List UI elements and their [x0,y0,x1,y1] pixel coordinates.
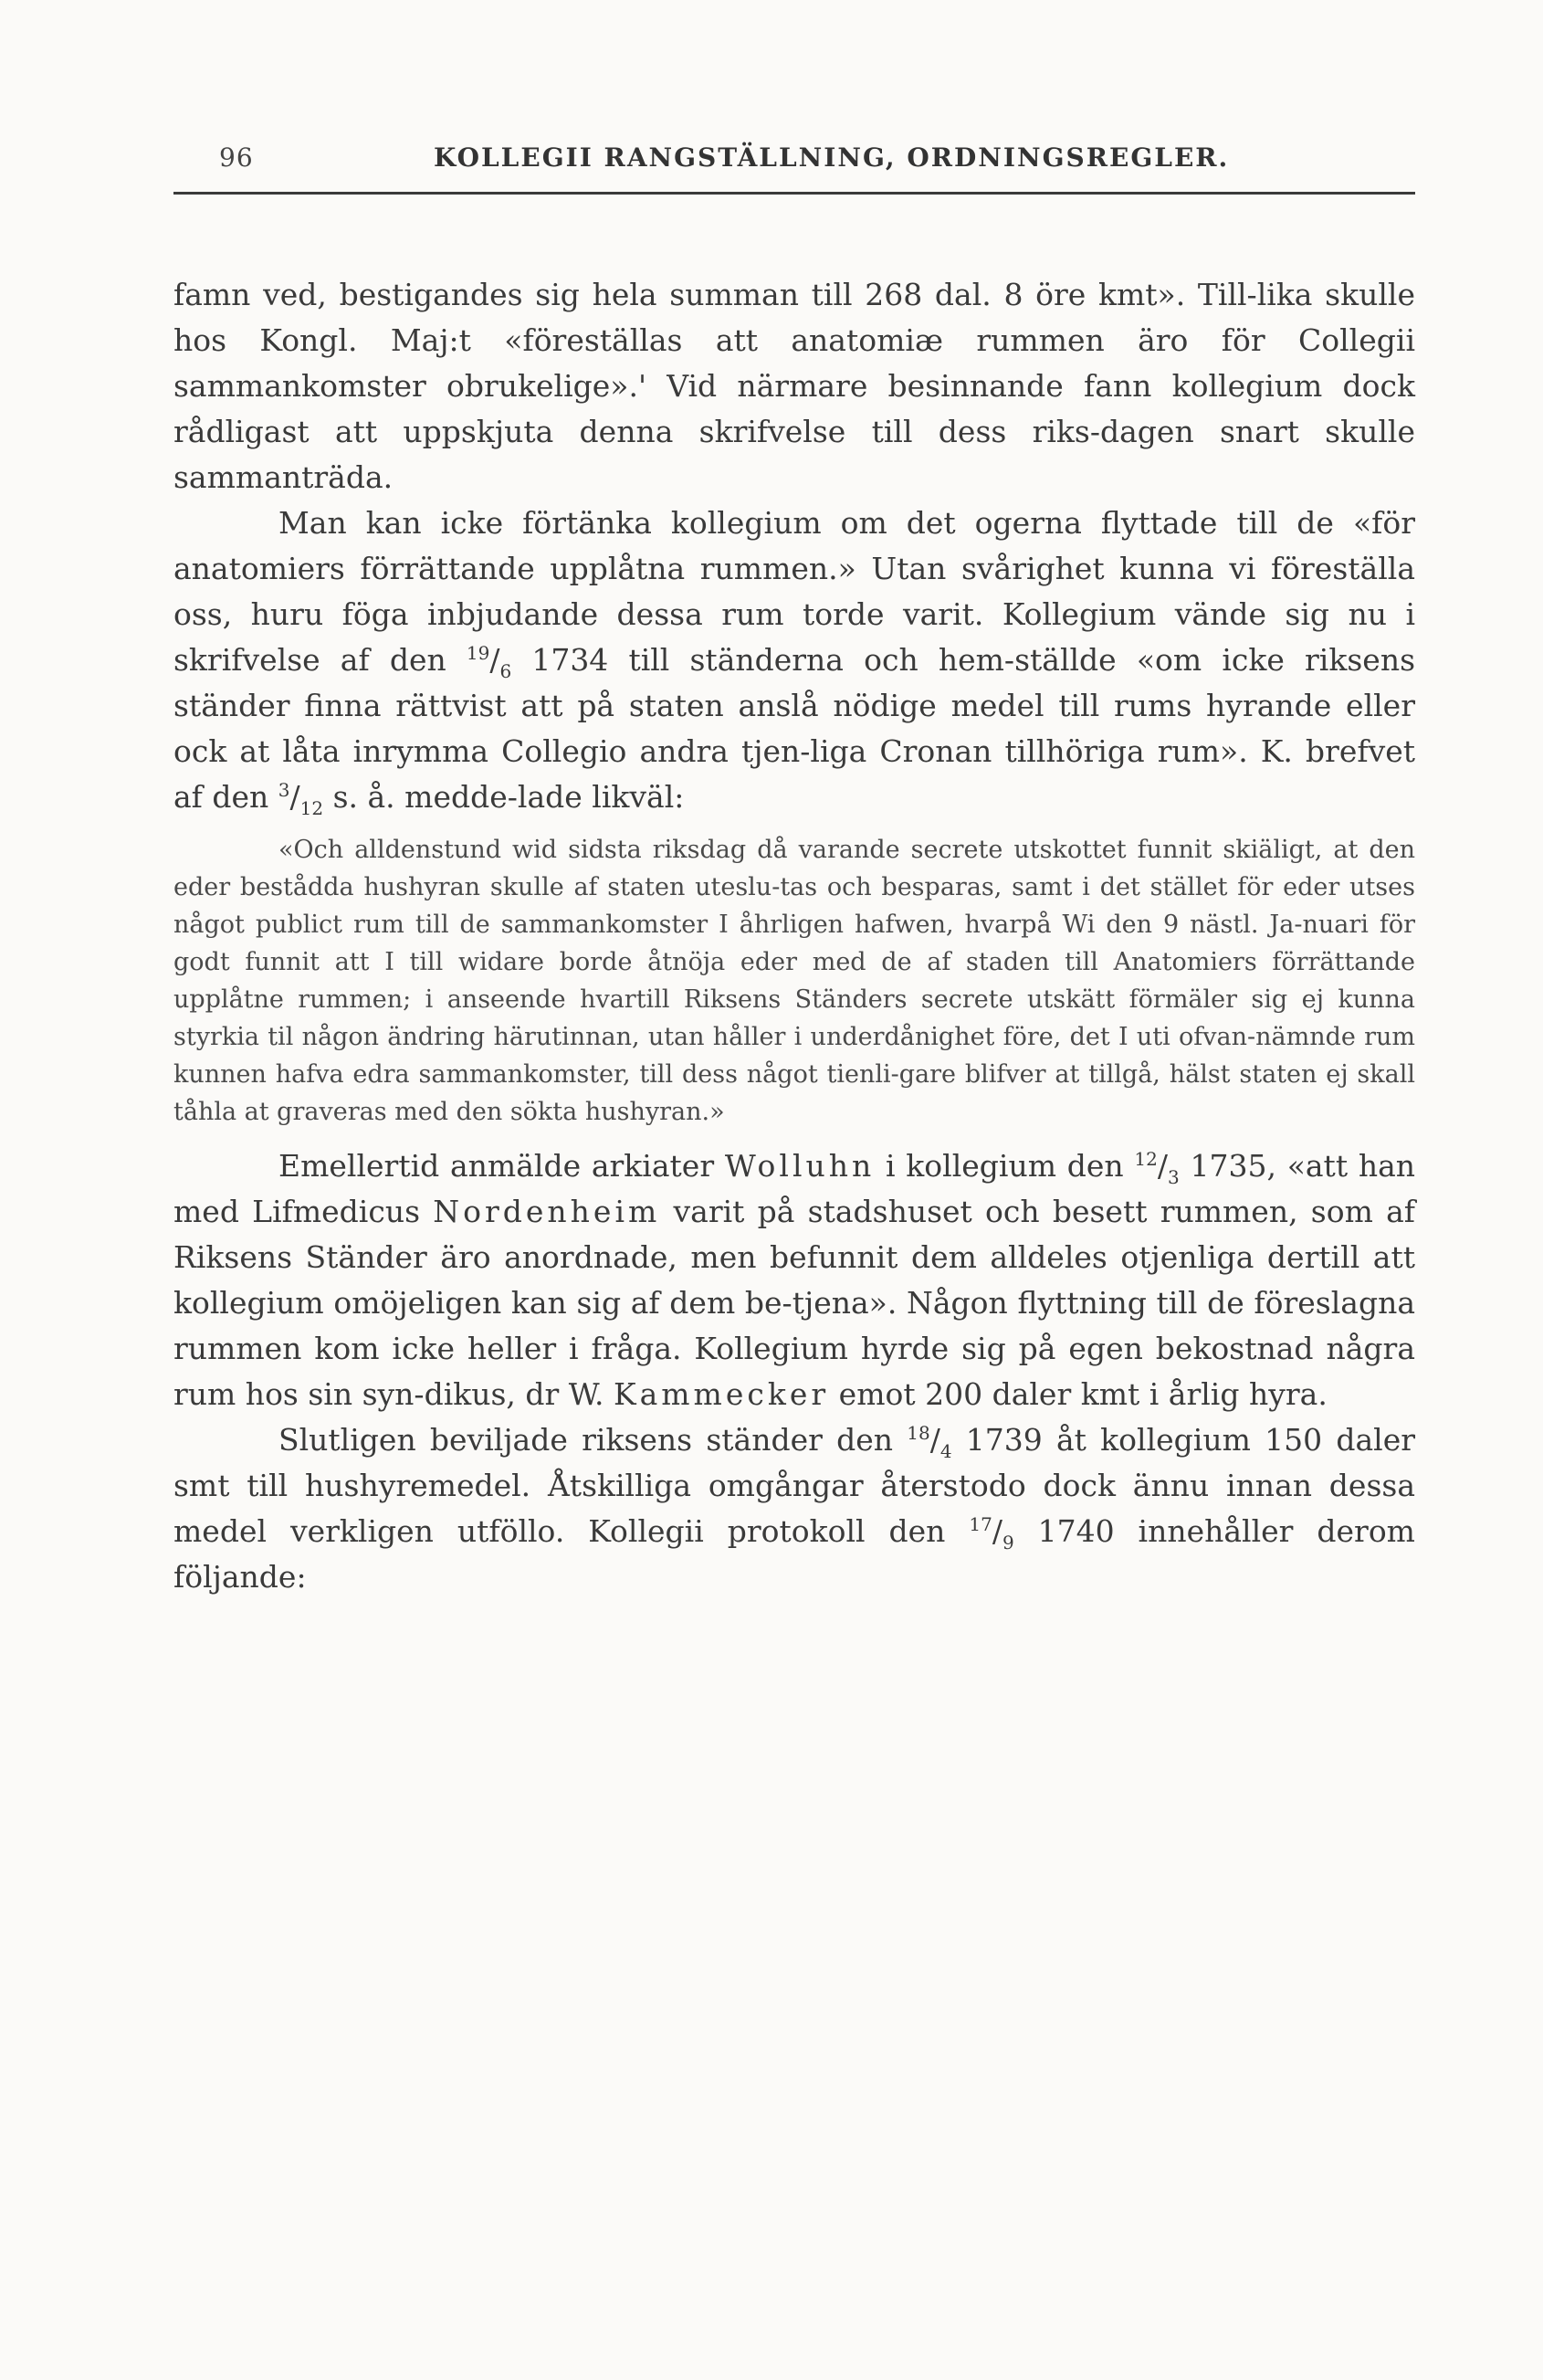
paragraph-2-text-b: 1734 till ständerna och hem-ställde «om icke riksens ständer finna rättvist att på staten anslå nödige medel till rums hyrande eller ock at låta inrymma Collegio andra tjen-liga Cronan tillhöriga rum». K. brefvet af den [173,642,1416,815]
date-numerator: 3 [278,779,290,801]
page-number: 96 [219,142,254,173]
paragraph-4-text-c: 1740 innehåller derom följande: [173,1513,1415,1595]
book-page [173,137,1415,1600]
paragraph-3-text-b: i kollegium den [875,1148,1135,1184]
paragraph-3-text-d: varit på stadshuset och besett rummen, som af Riksens Ständer äro anordnade, men befunnit dem alldeles otjenliga dertill att kollegium omöjeligen kan sig af dem be-tjena». Någon flyttning till de föreslagna rummen kom icke heller i fråga. Kollegium hyrde sig på egen bekostnad några rum hos sin syn-dikus, dr W. [173,1194,1415,1412]
paragraph-2-text-c: s. å. medde-lade likväl: [323,779,685,815]
date-denominator: 4 [939,1440,952,1462]
paragraph-3-text-a: Emellertid anmälde arkiater [278,1148,725,1184]
paragraph-2-text-a: Man kan icke förtänka kollegium om det ogerna flyttade till de «för anatomiers förrättande upplåtna rummen.» Utan svårighet kunna vi föreställa oss, huru föga inbjudande dessa rum torde varit. Kollegium vände sig nu i skrifvelse af den [173,505,1415,678]
page-header [173,137,1415,195]
paragraph-1 [173,272,1415,500]
paragraph-2: Man kan icke förtänka kollegium om det ogerna flyttade till de «för anatomiers förrättande upplåtna rummen.» Utan svårighet kunna vi föreställa oss, huru föga inbjudande dessa rum torde varit. Kollegium vände sig nu i skrifvelse af den $^{19}/_6$ 1734 till ständerna och hem-ställde «om icke riksens ständer finna rättvist att på staten anslå nödige medel till rums hyrande eller ock at låta inrymma Collegio andra tjen-liga Cronan tillhöriga rum». K. brefvet af den $^3/_{12}$ s. å. medde-lade likväl: [173,505,1416,819]
person-name: Wolluhn [724,1148,876,1184]
person-name: Kammecker [613,1376,830,1412]
paragraph-4: Slutligen beviljade riksens ständer den $^{18}/_4$ 1739 åt kollegium 150 daler smt till hushyremedel. Åtskilliga omgångar återstodo dock ännu innan dessa medel verkligen utföllo. Kollegii protokoll den $^{17}/_9$ 1740 innehåller derom följande: [173,1422,1415,1595]
paragraph-4-text-a: Slutligen beviljade riksens ständer den [278,1422,908,1458]
date-denominator: 6 [499,660,512,682]
paragraph-3-text-c: 1735, «att han med Lifmedicus [173,1148,1415,1229]
block-quote [173,831,1415,1131]
date-denominator: 12 [299,797,324,819]
paragraph-1-text: famn ved, bestigandes sig hela summan till 268 dal. 8 öre kmt». Till-lika skulle hos Kongl. Maj:t «föreställas att anatomiæ rummen äro för Collegii sammankomster obrukelige».' Vid närmare besinnande fann kollegium dock rådligast att uppskjuta denna skrifvelse till dess riks-dagen snart skulle sammanträda. [173,277,1415,495]
running-head: KOLLEGII RANGSTÄLLNING, ORDNINGSREGLER. [434,142,1230,173]
person-name: Nordenheim [433,1194,661,1229]
date-numerator: 19 [466,642,490,664]
date-numerator: 18 [907,1422,930,1444]
paragraph-3-text-e: emot 200 daler kmt i årlig hyra. [829,1376,1328,1412]
paragraph-4-text-b: 1739 åt kollegium 150 daler smt till hushyremedel. Åtskilliga omgångar återstodo dock ännu innan dessa medel verkligen utföllo. Kollegii protokoll den [173,1422,1415,1549]
date-numerator: 12 [1134,1148,1158,1170]
body-text [173,272,1415,1600]
date-numerator: 17 [969,1513,992,1535]
block-quote-text: «Och alldenstund wid sidsta riksdag då varande secrete utskottet funnit skiäligt, at den eder bestådda hushyran skulle af staten uteslu-tas och besparas, samt i det stället för eder utses något publict rum till de sammankomster I åhrligen hafwen, hvarpå Wi den 9 nästl. Ja-nuari för godt funnit att I till widare borde åtnöja eder med de af staden till Anatomiers förrättande upplåtne rummen; i anseende hvartill Riksens Ständers secrete utskätt förmäler sig ej kunna styrkia til någon ändring härutinnan, utan håller i underdånighet före, det I uti ofvan-nämnde rum kunnen hafva edra sammankomster, till dess något tienli-gare blifver at tillgå, hälst staten ej skall tåhla at graveras med den sökta hushyran.» [173,836,1415,1126]
date-denominator: 3 [1168,1166,1180,1188]
paragraph-3: Emellertid anmälde arkiater Wolluhn i kollegium den $^{12}/_3$ 1735, «att han med Lifmedicus Nordenheim varit på stadshuset och besett rummen, som af Riksens Ständer äro anordnade, men befunnit dem alldeles otjenliga dertill att kollegium omöjeligen kan sig af dem be-tjena». Någon flyttning till de föreslagna rummen kom icke heller i fråga. Kollegium hyrde sig på egen bekostnad några rum hos sin syn-dikus, dr W. Kammecker emot 200 daler kmt i årlig hyra. [173,1148,1415,1412]
date-denominator: 9 [1002,1532,1014,1553]
